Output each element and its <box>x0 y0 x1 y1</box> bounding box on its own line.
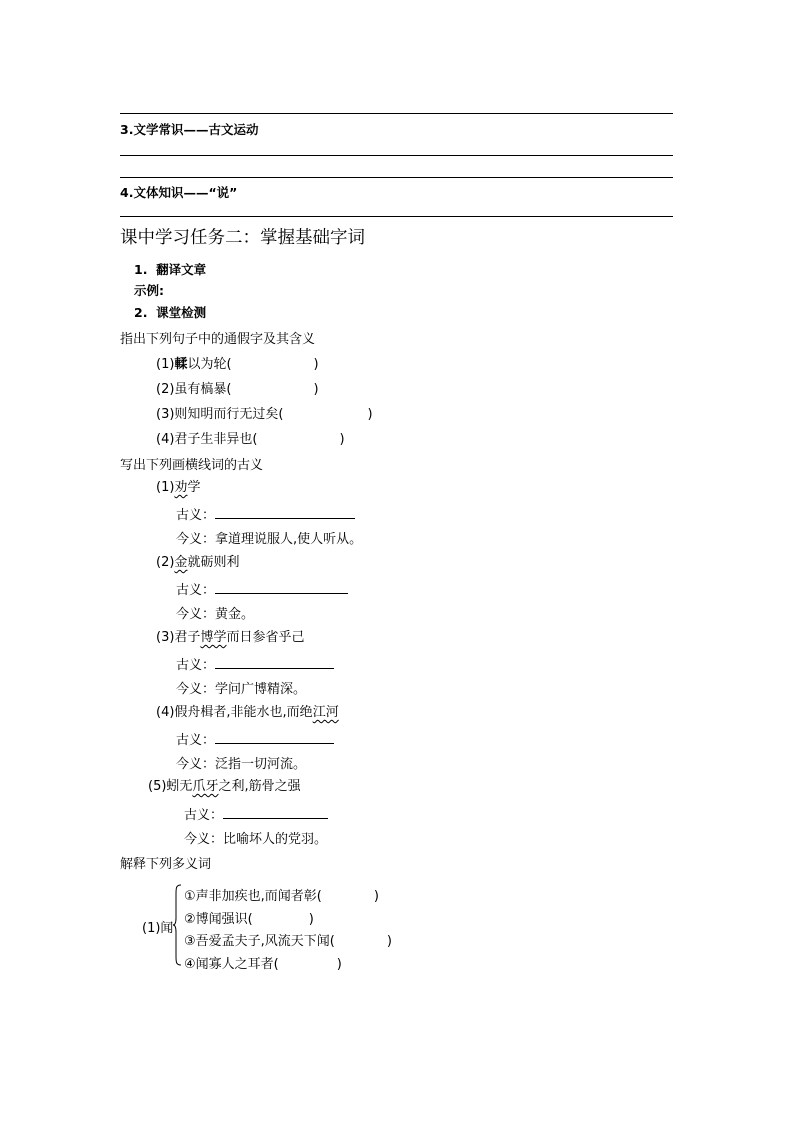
marked-word: 劝 <box>174 480 188 495</box>
guyi-num: (4) <box>156 705 175 720</box>
item-check: 2. 课堂检测 <box>134 305 207 320</box>
tongjia-num: (4) <box>156 432 175 447</box>
modern-meaning: 拿道理说服人,使人听从。 <box>215 532 363 547</box>
modern-meaning: 泛指一切河流。 <box>215 757 307 772</box>
guyi-sentence-4 <box>156 701 339 720</box>
tongjia-close: ) <box>339 432 345 447</box>
divider-line <box>120 155 673 156</box>
answer-blank[interactable] <box>215 517 355 519</box>
left-brace <box>172 884 182 966</box>
duoyi-line-1 <box>184 885 379 904</box>
ancient-label: 古义： <box>176 583 216 598</box>
marked-word: 金 <box>174 555 188 570</box>
guyi-ancient-2 <box>176 579 348 598</box>
duoyi-text: ③吾爱孟夫子,风流天下闻( <box>184 934 335 949</box>
guyi-modern-4 <box>176 753 306 772</box>
answer-blank[interactable] <box>215 592 348 594</box>
modern-label: 今义： <box>176 607 216 622</box>
item-translate: 1. 翻译文章 <box>134 262 207 277</box>
ancient-label: 古义： <box>176 658 216 673</box>
tongjia-line-3 <box>156 403 373 422</box>
guyi-ancient-5 <box>184 804 328 823</box>
guyi-modern-1 <box>176 528 362 547</box>
modern-meaning: 黄金。 <box>215 607 255 622</box>
duoyi-heading: 解释下列多义词 <box>120 857 212 872</box>
guyi-ancient-4 <box>176 729 334 748</box>
tongjia-heading: 指出下列句子中的通假字及其含义 <box>120 332 316 347</box>
duoyi-text: ④闻寡人之耳者( <box>184 957 279 972</box>
marked-word: 江河 <box>312 705 339 720</box>
section-heading-literature: 3.文学常识——古文运动 <box>120 122 259 137</box>
tongjia-text: 则知明而行无过矣( <box>174 407 284 422</box>
ancient-label: 古义： <box>176 733 216 748</box>
modern-label: 今义： <box>184 832 224 847</box>
duoyi-label: (1)闻 <box>142 921 174 936</box>
modern-label: 今义： <box>176 532 216 547</box>
guyi-pre: 假舟楫者,非能水也,而绝 <box>174 705 313 720</box>
guyi-num: (1) <box>156 480 175 495</box>
guyi-num: (5) <box>148 779 167 794</box>
tongjia-num: (1) <box>156 357 175 372</box>
duoyi-text: ②博闻强识( <box>184 912 253 927</box>
modern-meaning: 学问广博精深。 <box>215 682 307 697</box>
tongjia-close: ) <box>313 382 319 397</box>
tongjia-line-1 <box>156 353 319 372</box>
ancient-label: 古义： <box>184 808 224 823</box>
duoyi-close: ) <box>373 889 379 904</box>
answer-blank[interactable] <box>215 667 334 669</box>
divider-line <box>120 113 673 114</box>
duoyi-line-4 <box>184 953 342 972</box>
guyi-ancient-1 <box>176 504 355 523</box>
guyi-heading: 写出下列画横线词的古义 <box>120 458 264 473</box>
divider-line <box>120 216 673 217</box>
tongjia-char: 輮 <box>174 357 188 372</box>
tongjia-num: (2) <box>156 382 175 397</box>
guyi-rest: 学 <box>187 480 201 495</box>
tongjia-close: ) <box>313 357 319 372</box>
guyi-sentence-5 <box>148 775 301 794</box>
duoyi-text: ①声非加疾也,而闻者彰( <box>184 889 322 904</box>
task-title: 课中学习任务二：掌握基础字词 <box>120 228 365 248</box>
tongjia-line-4 <box>156 428 345 447</box>
guyi-rest: 之利,筋骨之强 <box>218 779 301 794</box>
ancient-label: 古义： <box>176 508 216 523</box>
tongjia-text: 虽有槁暴( <box>174 382 232 397</box>
modern-label: 今义： <box>176 682 216 697</box>
guyi-pre: 君子 <box>174 630 201 645</box>
modern-label: 今义： <box>176 757 216 772</box>
marked-word: 博学 <box>200 630 227 645</box>
tongjia-close: ) <box>367 407 373 422</box>
guyi-ancient-3 <box>176 654 334 673</box>
section-heading-genre: 4.文体知识——“说” <box>120 185 238 200</box>
guyi-pre: 蚓无 <box>166 779 193 794</box>
modern-meaning: 比喻坏人的党羽。 <box>223 832 328 847</box>
guyi-modern-2 <box>176 603 254 622</box>
duoyi-close: ) <box>386 934 392 949</box>
duoyi-line-3 <box>184 930 392 949</box>
answer-blank[interactable] <box>215 742 334 744</box>
divider-line <box>120 177 673 178</box>
duoyi-close: ) <box>308 912 314 927</box>
guyi-rest: 而日参省乎己 <box>226 630 305 645</box>
item-example: 示例: <box>134 283 164 298</box>
marked-word: 爪牙 <box>192 779 219 794</box>
guyi-num: (2) <box>156 555 175 570</box>
guyi-rest: 就砺则利 <box>187 555 240 570</box>
guyi-sentence-1 <box>156 476 200 495</box>
tongjia-text: 君子生非异也( <box>174 432 258 447</box>
duoyi-line-2 <box>184 908 314 927</box>
guyi-sentence-2 <box>156 551 239 570</box>
guyi-modern-5 <box>184 828 327 847</box>
guyi-modern-3 <box>176 678 306 697</box>
tongjia-line-2 <box>156 378 319 397</box>
answer-blank[interactable] <box>223 817 328 819</box>
guyi-num: (3) <box>156 630 175 645</box>
guyi-sentence-3 <box>156 626 304 645</box>
tongjia-text: 以为轮( <box>187 357 232 372</box>
tongjia-num: (3) <box>156 407 175 422</box>
duoyi-close: ) <box>336 957 342 972</box>
